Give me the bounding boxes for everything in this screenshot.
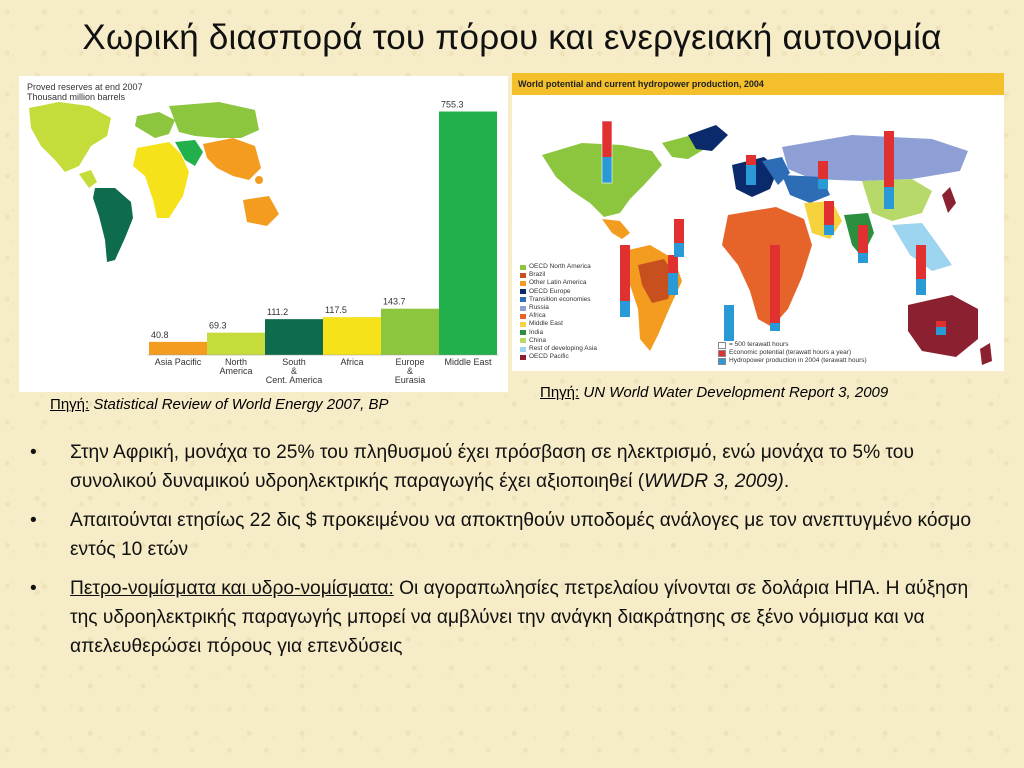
world-map-graphic <box>29 102 279 262</box>
legend-swatch <box>520 297 526 302</box>
legend-label: Russia <box>529 304 549 312</box>
oil-subtitle-1: Proved reserves at end 2007 <box>27 82 143 92</box>
legend-item <box>520 345 597 353</box>
legend-swatch <box>718 350 726 357</box>
legend-label: Rest of developing Asia <box>529 345 597 353</box>
bar-value-label: 755.3 <box>441 99 464 110</box>
legend-swatch <box>520 265 526 270</box>
bullet-list <box>30 438 990 671</box>
legend-item <box>520 353 597 361</box>
legend-label: Hydropower production in 2004 (terawatt hours) <box>729 357 867 365</box>
scale-legend-item <box>718 357 867 365</box>
legend-label: OECD North America <box>529 263 591 270</box>
legend-label: Africa <box>529 312 546 320</box>
oil-reserves-chart <box>19 76 508 392</box>
legend-item <box>520 320 597 328</box>
scale-legend-item <box>718 341 867 349</box>
oil-chart-svg <box>19 76 508 392</box>
hydro-scale-legend <box>718 341 867 366</box>
bar-5 <box>439 112 497 355</box>
legend-label: Transition economies <box>529 295 591 303</box>
legend-swatch <box>520 347 526 352</box>
legend-swatch <box>520 330 526 335</box>
bar-category-label: Africa <box>340 357 364 367</box>
legend-label: OECD Europe <box>529 287 571 295</box>
legend-swatch <box>520 355 526 360</box>
legend-swatch <box>520 273 526 278</box>
bullet-dot: • <box>30 578 37 599</box>
oil-source: Πηγή: Statistical Review of World Energy 2007, BP <box>50 396 389 413</box>
legend-label: Economic potential (terawatt hours a year) <box>729 349 852 357</box>
hydro-header: World potential and current hydropower production, 2004 <box>512 73 1004 95</box>
bullet-1: • Στην Αφρική, μονάχα το 25% του πληθυσμού έχει πρόσβαση σε ηλεκτρισμό, ενώ μονάχα το 5% του συνολικού δυναμικού υδροηλεκτρικής παραγωγής έχει αξιοποιηθεί (WWDR 3, 2009). <box>30 438 990 496</box>
legend-item <box>520 279 597 287</box>
bar-value-label: 40.8 <box>151 329 169 340</box>
bar-value-label: 117.5 <box>325 305 347 316</box>
legend-item <box>520 288 597 296</box>
legend-item <box>520 263 597 271</box>
bar-3 <box>323 317 381 355</box>
legend-item <box>520 304 597 312</box>
bar-1 <box>207 333 265 355</box>
legend-item <box>520 271 597 279</box>
legend-item <box>520 337 597 345</box>
legend-label: = 500 terawatt hours <box>729 341 789 348</box>
legend-swatch <box>520 322 526 327</box>
legend-item <box>520 296 597 304</box>
bar-category-label: Middle East <box>444 357 492 367</box>
bullet-dot: • <box>30 442 37 463</box>
legend-label: OECD Pacific <box>529 353 569 361</box>
scale-legend-item <box>718 349 867 357</box>
bar-category-label: Europe & Eurasia <box>394 357 426 385</box>
hydro-source: Πηγή: UN World Water Development Report 3, 2009 <box>540 384 889 401</box>
bar-0 <box>149 342 207 355</box>
bar-value-label: 143.7 <box>383 296 406 307</box>
bullet-dot: • <box>30 510 37 531</box>
legend-swatch <box>520 306 526 311</box>
hydro-legend <box>520 263 597 361</box>
oil-subtitle-2: Thousand million barrels <box>27 92 126 102</box>
hydropower-map <box>512 73 1004 371</box>
bar-category-label: South & Cent. America <box>265 357 323 385</box>
legend-swatch <box>520 289 526 294</box>
legend-swatch <box>520 281 526 286</box>
bar-4 <box>381 309 439 355</box>
legend-label: China <box>529 336 546 344</box>
legend-item <box>520 329 597 337</box>
bullet-3: • Πετρο-νομίσματα και υδρο-νομίσματα: Οι αγοραπωλησίες πετρελαίου γίνονται σε δολάρια ΗΠΑ. Η αύξηση της υδροηλεκτρικής παραγωγής μπορεί να αμβλύνει την ανάγκη διακράτησης σε ξένο νόμισμα και να απελευθερώσει πόρους για επενδύσεις <box>30 574 990 661</box>
bar-category-label: North America <box>219 357 253 376</box>
legend-swatch <box>520 314 526 319</box>
legend-label: India <box>529 328 544 336</box>
bullet-2: • Απαιτούνται ετησίως 22 δις $ προκειμένου να αποκτηθούν υποδομές ανάλογες με τον ανεπτυγμένο κόσμο εντός 10 ετών <box>30 506 990 564</box>
legend-label: Other Latin America <box>529 279 587 287</box>
legend-swatch <box>718 358 726 365</box>
legend-label: Middle East <box>529 320 563 328</box>
legend-item <box>520 312 597 320</box>
page-title: Χωρική διασπορά του πόρου και ενεργειακή αυτονομία <box>82 18 942 57</box>
bar-category-label: Asia Pacific <box>154 357 202 367</box>
legend-swatch <box>718 342 726 349</box>
legend-swatch <box>520 338 526 343</box>
bar-value-label: 69.3 <box>209 320 227 331</box>
bar-value-label: 111.2 <box>267 307 289 318</box>
legend-label: Brazil <box>529 271 546 279</box>
bar-2 <box>265 319 323 355</box>
